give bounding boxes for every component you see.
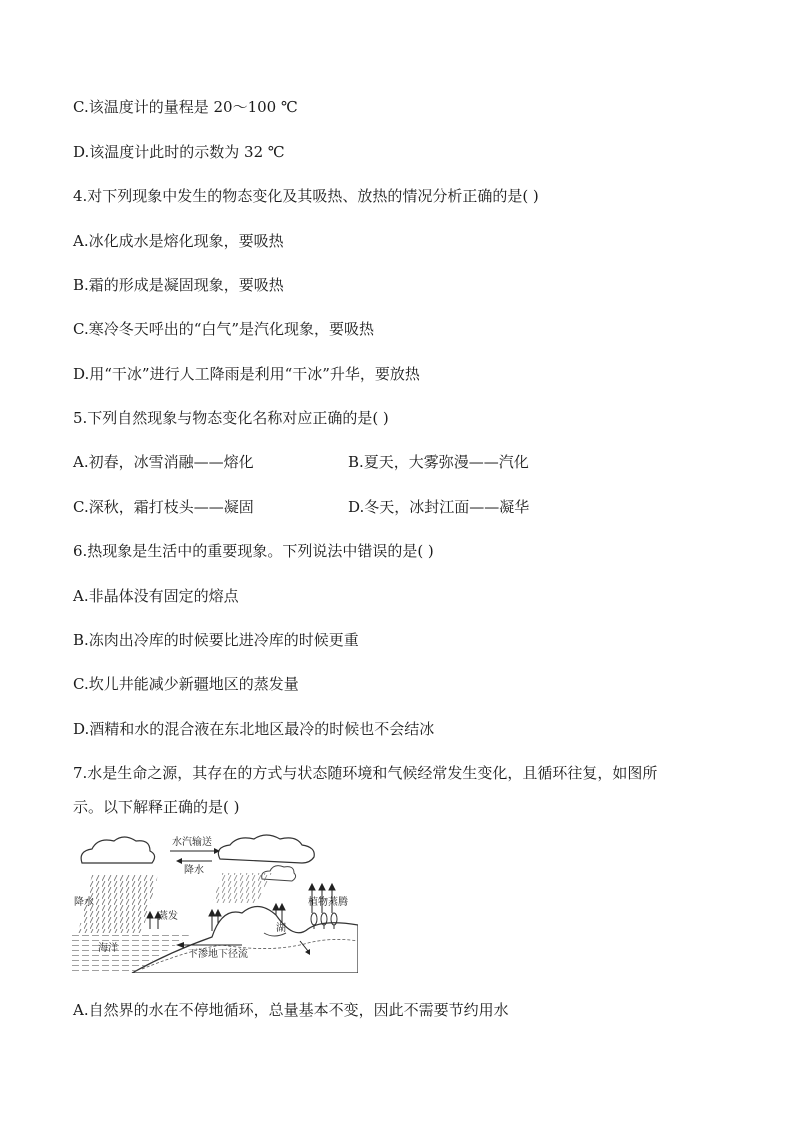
q5-option-a[interactable]: A.初春，冰雪消融——熔化 [73, 453, 254, 471]
label-transpiration: 植物蒸腾 [308, 897, 348, 908]
q5-option-b[interactable]: B.夏天，大雾弥漫——汽化 [348, 453, 529, 471]
question-5: 5.下列自然现象与物态变化名称对应正确的是( ) [73, 409, 389, 427]
q6-option-b[interactable]: B.冻肉出冷库的时候要比进冷库的时候更重 [73, 631, 359, 649]
label-precipitation-left: 降水 [74, 897, 94, 908]
label-ocean: 海洋 [98, 943, 118, 954]
q4-option-b[interactable]: B.霜的形成是凝固现象，要吸热 [73, 276, 284, 294]
right-cloud [218, 835, 314, 863]
label-precipitation-top: 降水 [184, 865, 204, 876]
hill-rain [212, 873, 272, 903]
q7-option-a[interactable]: A.自然界的水在不停地循环，总量基本不变，因此不需要节约用水 [73, 1001, 509, 1019]
label-lake: 湖 [276, 923, 286, 934]
q4-option-a[interactable]: A.冰化成水是熔化现象，要吸热 [73, 232, 284, 250]
q4-option-d[interactable]: D.用“干冰”进行人工降雨是利用“干冰”升华，要放热 [73, 365, 420, 383]
label-groundwater: 下渗地下径流 [188, 949, 248, 960]
water-cycle-diagram [72, 833, 358, 973]
left-cloud [81, 837, 154, 863]
question-6: 6.热现象是生活中的重要现象。下列说法中错误的是( ) [73, 542, 434, 560]
q6-option-c[interactable]: C.坎儿井能减少新疆地区的蒸发量 [73, 675, 299, 693]
q6-option-a[interactable]: A.非晶体没有固定的熔点 [73, 587, 239, 605]
question-7-line-2: 示。以下解释正确的是( ) [73, 798, 240, 816]
label-vapor-transport: 水汽输送 [172, 837, 212, 848]
q4-option-c[interactable]: C.寒冷冬天呼出的“白气”是汽化现象，要吸热 [73, 320, 375, 338]
q3-option-c[interactable]: C.该温度计的量程是 20～100 ℃ [73, 98, 298, 116]
label-evaporation: 蒸发 [158, 911, 178, 922]
q5-option-c[interactable]: C.深秋，霜打枝头——凝固 [73, 498, 254, 516]
q6-option-d[interactable]: D.酒精和水的混合液在东北地区最冷的时候也不会结冰 [73, 720, 435, 738]
q5-option-d[interactable]: D.冬天，冰封江面——凝华 [348, 498, 530, 516]
question-7-line-1: 7.水是生命之源，其存在的方式与状态随环境和气候经常发生变化，且循环往复，如图所 [73, 764, 658, 782]
q3-option-d[interactable]: D.该温度计此时的示数为 32 ℃ [73, 143, 285, 161]
question-4: 4.对下列现象中发生的物态变化及其吸热、放热的情况分析正确的是( ) [73, 187, 539, 205]
